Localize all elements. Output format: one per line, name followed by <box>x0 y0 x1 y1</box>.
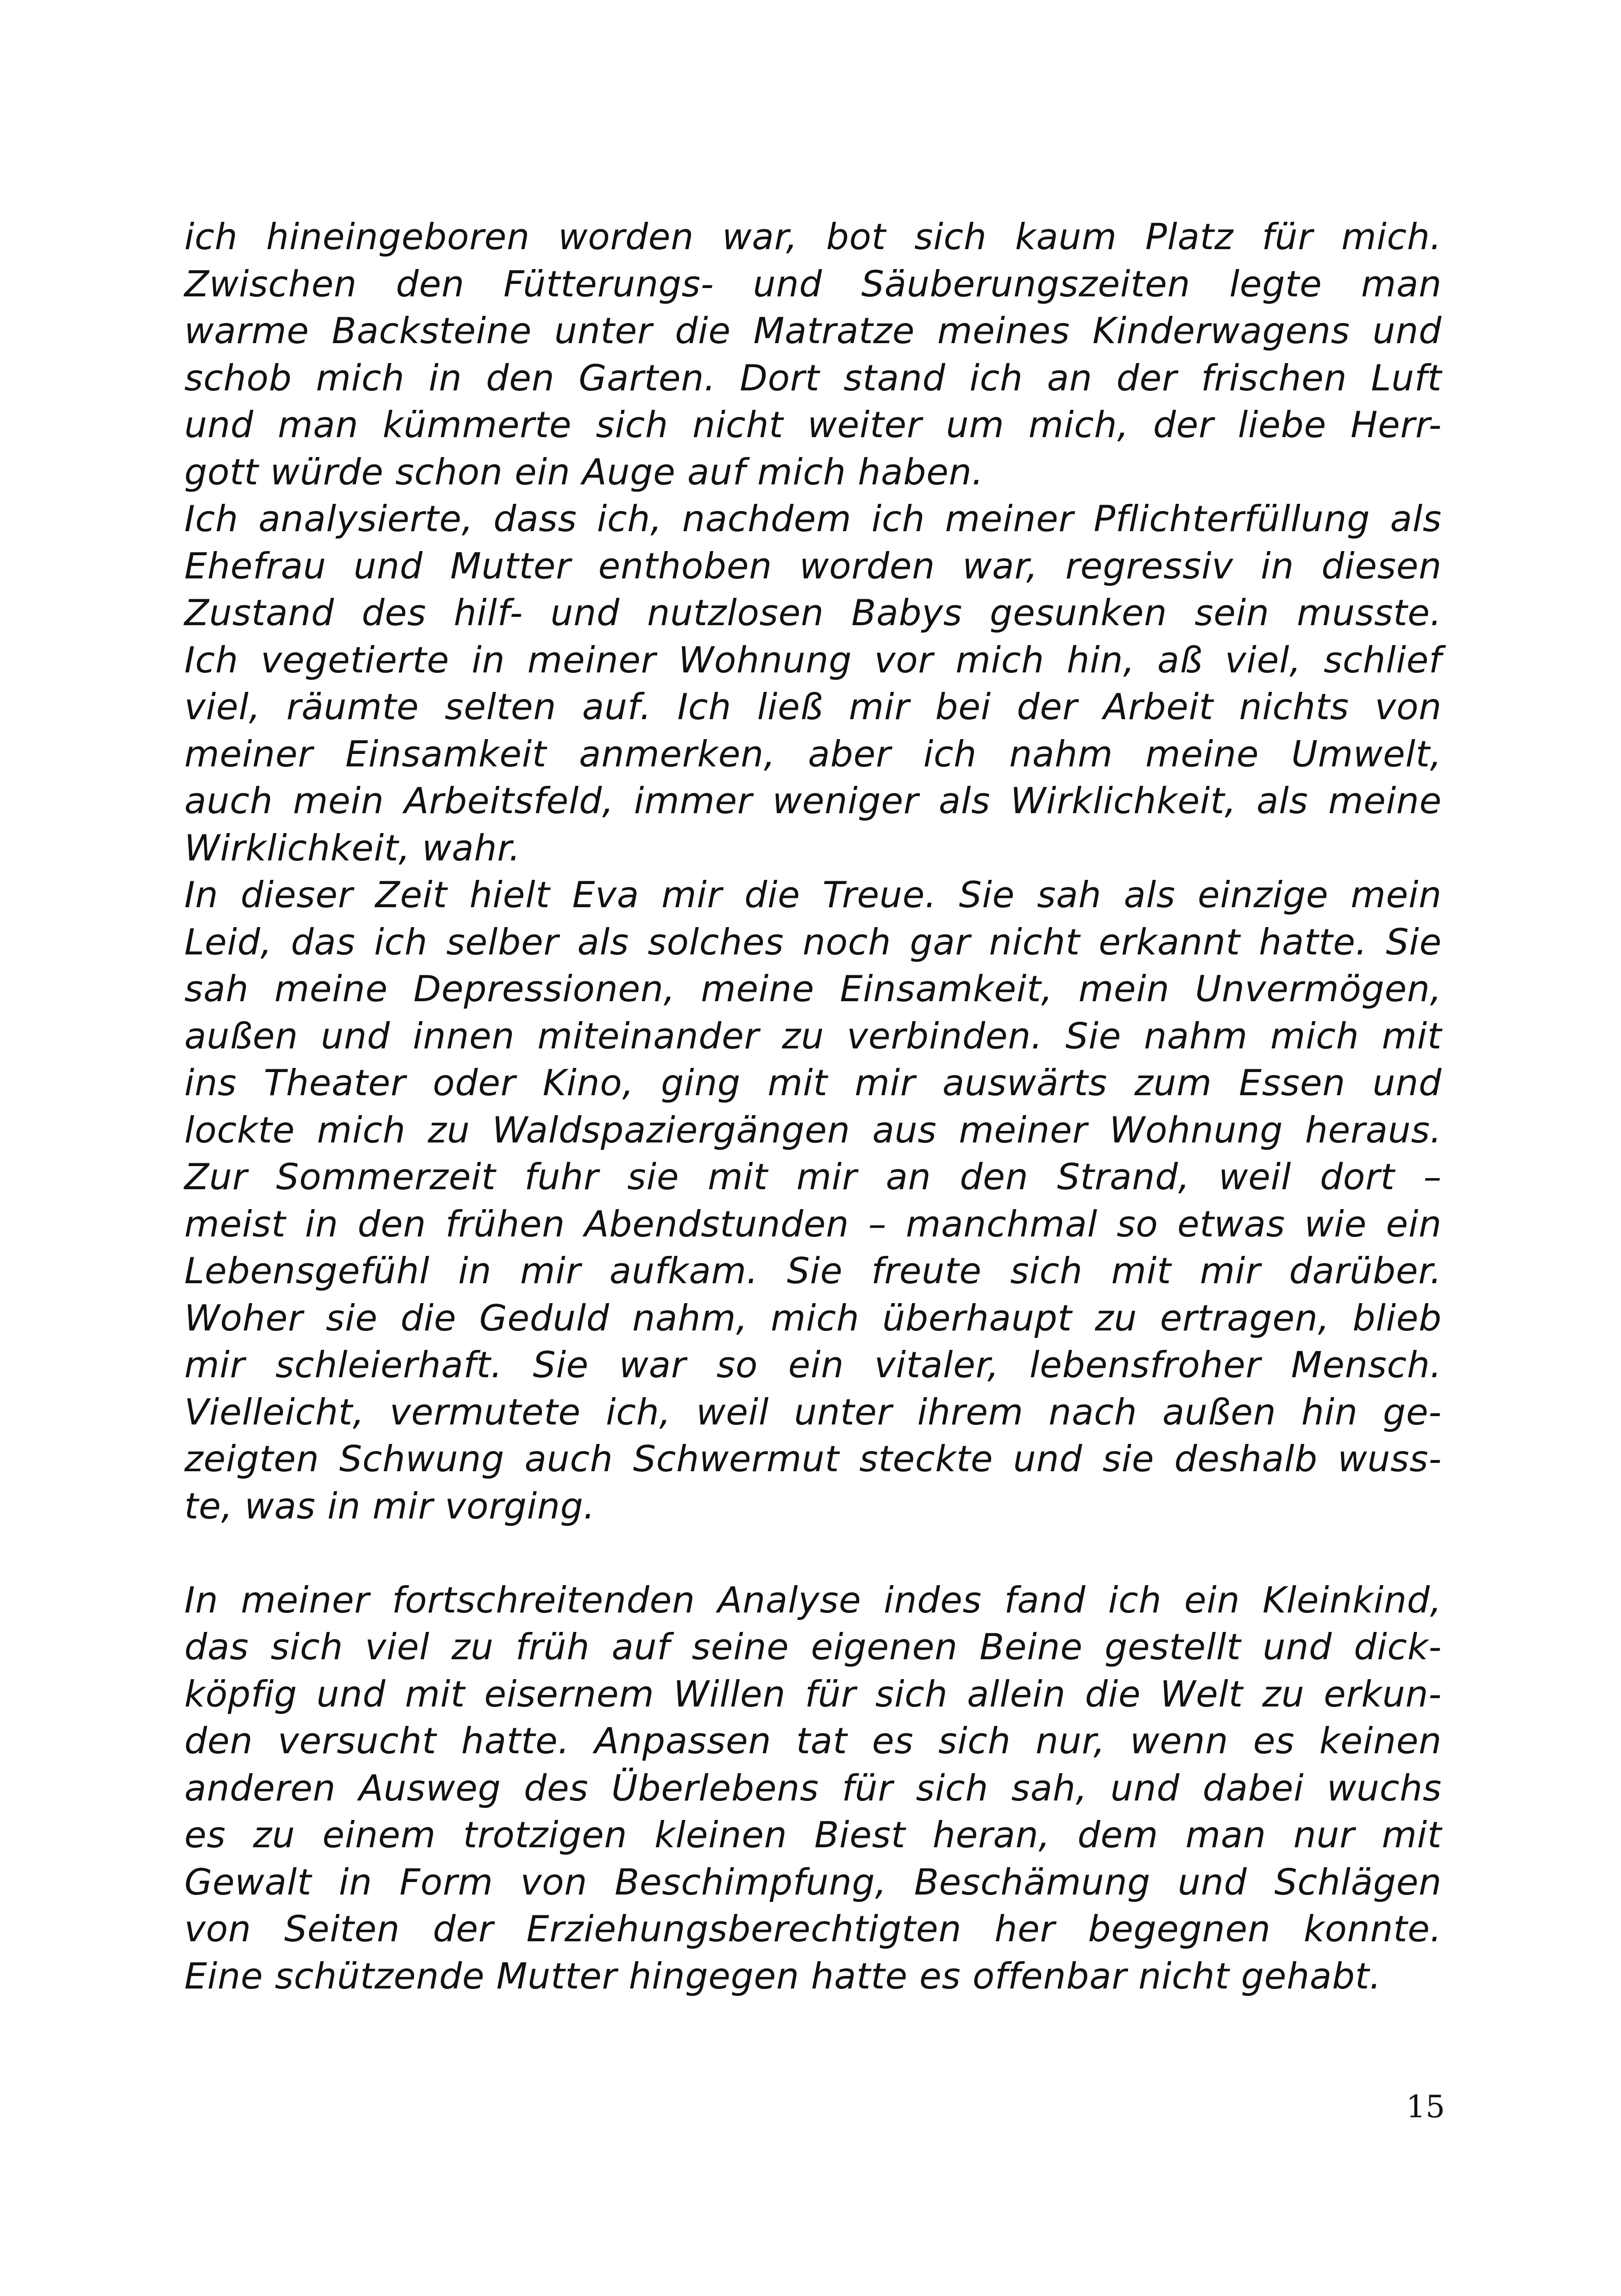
text-line: In dieser Zeit hielt Eva mir die Treue. Sie sah als einzige mein <box>184 874 1442 916</box>
text-line: Zwischen den Fütterungs- und Säuberungszeiten legte man <box>184 263 1442 305</box>
text-line: Eine schützende Mutter hingegen hatte es offenbar nicht gehabt. <box>184 1955 1382 1997</box>
text-line: Ich vegetierte in meiner Wohnung vor mich hin, aß viel, schlief <box>184 639 1442 681</box>
text-line: außen und innen miteinander zu verbinden. Sie nahm mich mit <box>184 1015 1442 1057</box>
text-line: lockte mich zu Waldspaziergängen aus meiner Wohnung heraus. <box>184 1109 1442 1151</box>
text-line: von Seiten der Erziehungsberechtigten her begegnen konnte. <box>184 1908 1442 1950</box>
text-line: Ich analysierte, dass ich, nachdem ich meiner Pflichterfüllung als <box>184 498 1442 540</box>
paragraph-spacer <box>184 1530 1442 1577</box>
text-line: ich hineingeboren worden war, bot sich kaum Platz für mich. <box>184 216 1442 258</box>
page-number: 15 <box>1406 2089 1445 2125</box>
text-line: und man kümmerte sich nicht weiter um mich, der liebe Herr- <box>184 404 1442 446</box>
text-line: anderen Ausweg des Überlebens für sich sah, und dabei wuchs <box>184 1767 1442 1809</box>
text-line: Leid, das ich selber als solches noch gar nicht erkannt hatte. Sie <box>184 921 1442 963</box>
text-line: In meiner fortschreitenden Analyse indes fand ich ein Kleinkind, <box>184 1579 1442 1621</box>
paragraph <box>184 872 1442 1530</box>
text-line: köpfig und mit eisernem Willen für sich allein die Welt zu erkun- <box>184 1673 1442 1715</box>
text-line: sah meine Depressionen, meine Einsamkeit, mein Unvermögen, <box>184 968 1442 1010</box>
text-line: es zu einem trotzigen kleinen Biest heran, dem man nur mit <box>184 1814 1442 1856</box>
text-line: Wirklichkeit, wahr. <box>184 827 521 869</box>
body-text <box>184 214 1442 2000</box>
text-line: zeigten Schwung auch Schwermut steckte und sie deshalb wuss- <box>184 1438 1442 1480</box>
text-line: Vielleicht, vermutete ich, weil unter ihrem nach außen hin ge- <box>184 1391 1442 1433</box>
text-line: ins Theater oder Kino, ging mit mir auswärts zum Essen und <box>184 1062 1442 1104</box>
text-line: gott würde schon ein Auge auf mich haben. <box>184 451 984 493</box>
text-line: das sich viel zu früh auf seine eigenen Beine gestellt und dick- <box>184 1626 1442 1668</box>
text-line: auch mein Arbeitsfeld, immer weniger als Wirklichkeit, als meine <box>184 780 1442 822</box>
text-line: schob mich in den Garten. Dort stand ich an der frischen Luft <box>184 357 1442 399</box>
text-line: meist in den frühen Abendstunden – manchmal so etwas wie ein <box>184 1203 1442 1245</box>
text-line: mir schleierhaft. Sie war so ein vitaler, lebensfroher Mensch. <box>184 1344 1442 1386</box>
text-line: viel, räumte selten auf. Ich ließ mir bei der Arbeit nichts von <box>184 686 1442 728</box>
text-line: Lebensgefühl in mir aufkam. Sie freute sich mit mir darüber. <box>184 1250 1442 1292</box>
paragraph <box>184 1577 1442 2001</box>
text-line: Zur Sommerzeit fuhr sie mit mir an den Strand, weil dort – <box>184 1156 1442 1198</box>
text-line: te, was in mir vorging. <box>184 1485 595 1527</box>
text-line: warme Backsteine unter die Matratze meines Kinderwagens und <box>184 310 1442 352</box>
text-line: Zustand des hilf- und nutzlosen Babys gesunken sein musste. <box>184 592 1442 634</box>
text-line: den versucht hatte. Anpassen tat es sich nur, wenn es keinen <box>184 1720 1442 1762</box>
paragraph <box>184 496 1442 872</box>
paragraph <box>184 214 1442 496</box>
text-line: meiner Einsamkeit anmerken, aber ich nahm meine Umwelt, <box>184 733 1442 775</box>
text-line: Gewalt in Form von Beschimpfung, Beschämung und Schlägen <box>184 1861 1442 1903</box>
text-line: Ehefrau und Mutter enthoben worden war, regressiv in diesen <box>184 545 1442 587</box>
text-line: Woher sie die Geduld nahm, mich überhaupt zu ertragen, blieb <box>184 1297 1442 1339</box>
